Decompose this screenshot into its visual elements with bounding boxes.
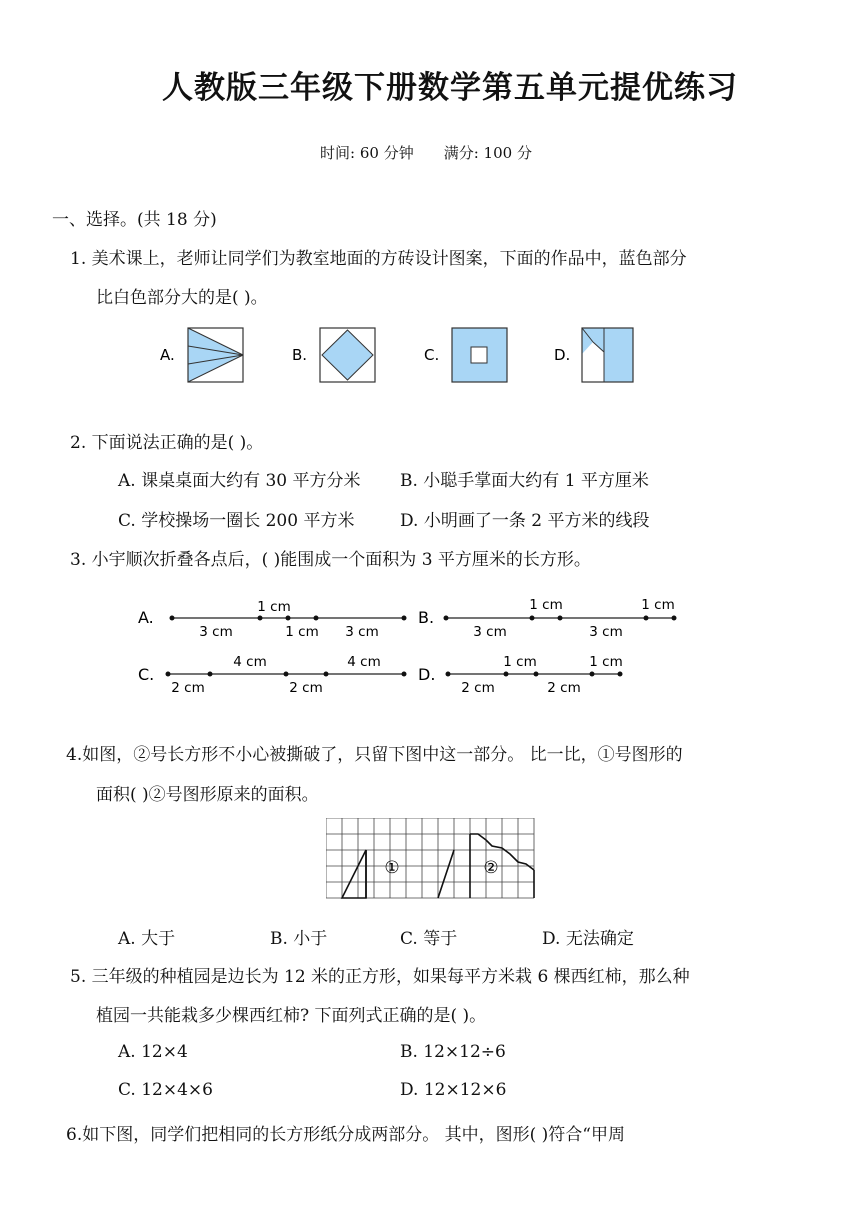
q3-c-seg2: 4 cm	[233, 654, 267, 670]
q3-line-b	[444, 616, 677, 621]
q4-stem-line2: 面积( )②号图形原来的面积。	[96, 785, 319, 805]
q3-line-c	[166, 672, 407, 677]
q4-mark-2: ②	[483, 858, 499, 878]
section-heading: 一、选择。(共 18 分)	[52, 210, 217, 230]
q4-option-b: B. 小于	[270, 929, 328, 949]
q3-label-a: A.	[138, 608, 154, 627]
q2-stem: 2. 下面说法正确的是( )。	[70, 433, 264, 453]
q3-d-seg1: 2 cm	[461, 680, 495, 696]
q3-b-seg4: 1 cm	[641, 597, 675, 613]
q3-a-seg4: 3 cm	[345, 624, 379, 640]
q3-c-seg1: 2 cm	[171, 680, 205, 696]
q3-b-seg2: 1 cm	[529, 597, 563, 613]
q3-d-seg2: 1 cm	[503, 654, 537, 670]
q1-stem-line2: 比白色部分大的是( )。	[96, 288, 268, 308]
q3-b-seg3: 3 cm	[589, 624, 623, 640]
q1-figure-d	[582, 328, 633, 382]
q3-a-seg1: 3 cm	[199, 624, 233, 640]
q4-grid	[326, 818, 534, 898]
q3-d-seg4: 1 cm	[589, 654, 623, 670]
q1-label-d: D.	[554, 346, 571, 364]
q3-label-d: D.	[418, 665, 436, 684]
q3-line-d	[446, 672, 623, 677]
q1-label-a: A.	[160, 346, 175, 364]
q1-label-c: C.	[424, 346, 440, 364]
q1-figures	[150, 322, 650, 388]
q3-figures	[130, 590, 700, 705]
q5-option-a: A. 12×4	[118, 1042, 188, 1062]
q3-b-seg1: 3 cm	[473, 624, 507, 640]
q6-stem-line1: 6.如下图，同学们把相同的长方形纸分成两部分。 其中，图形( )符合“甲周	[66, 1125, 625, 1145]
time-limit: 时间: 60 分钟	[320, 144, 414, 162]
q3-d-seg3: 2 cm	[547, 680, 581, 696]
q3-c-seg3: 2 cm	[289, 680, 323, 696]
q5-option-c: C. 12×4×6	[118, 1080, 213, 1100]
q2-option-d: D. 小明画了一条 2 平方米的线段	[400, 511, 650, 531]
q3-line-a	[170, 616, 407, 621]
q5-option-b: B. 12×12÷6	[400, 1042, 506, 1062]
q3-label-b: B.	[418, 608, 435, 627]
q4-stem-line1: 4.如图，②号长方形不小心被撕破了，只留下图中这一部分。 比一比，①号图形的	[66, 745, 683, 765]
q1-label-b: B.	[292, 346, 308, 364]
q5-stem-line1: 5. 三年级的种植园是边长为 12 米的正方形，如果每平方米栽 6 棵西红柿，那么种	[70, 967, 690, 987]
q2-option-a: A. 课桌桌面大约有 30 平方分米	[118, 471, 361, 491]
q5-option-d: D. 12×12×6	[400, 1080, 507, 1100]
exam-info	[0, 142, 852, 163]
q1-figure-a	[188, 328, 243, 382]
q4-grid-figure	[326, 818, 550, 902]
page-title: 人教版三年级下册数学第五单元提优练习	[162, 70, 738, 106]
q5-stem-line2: 植园一共能栽多少棵西红柿? 下面列式正确的是( )。	[96, 1006, 487, 1026]
q4-option-c: C. 等于	[400, 929, 458, 949]
q4-mark-1: ①	[384, 858, 400, 878]
q2-option-b: B. 小聪手掌面大约有 1 平方厘米	[400, 471, 649, 491]
q3-stem: 3. 小宇顺次折叠各点后，( )能围成一个面积为 3 平方厘米的长方形。	[70, 550, 591, 570]
q4-option-a: A. 大于	[118, 929, 176, 949]
q3-a-seg2: 1 cm	[257, 599, 291, 615]
q1-figure-c	[452, 328, 507, 382]
q1-figure-b	[320, 328, 375, 382]
q4-shape-1	[342, 850, 366, 898]
full-score: 满分: 100 分	[443, 144, 532, 162]
q3-a-seg3: 1 cm	[285, 624, 319, 640]
q2-option-c: C. 学校操场一圈长 200 平方米	[118, 511, 355, 531]
q3-c-seg4: 4 cm	[347, 654, 381, 670]
q1-stem-line1: 1. 美术课上，老师让同学们为教室地面的方砖设计图案，下面的作品中，蓝色部分	[70, 249, 687, 269]
q4-option-d: D. 无法确定	[542, 929, 634, 949]
q4-shape-2-left	[438, 850, 454, 898]
q3-label-c: C.	[138, 665, 155, 684]
